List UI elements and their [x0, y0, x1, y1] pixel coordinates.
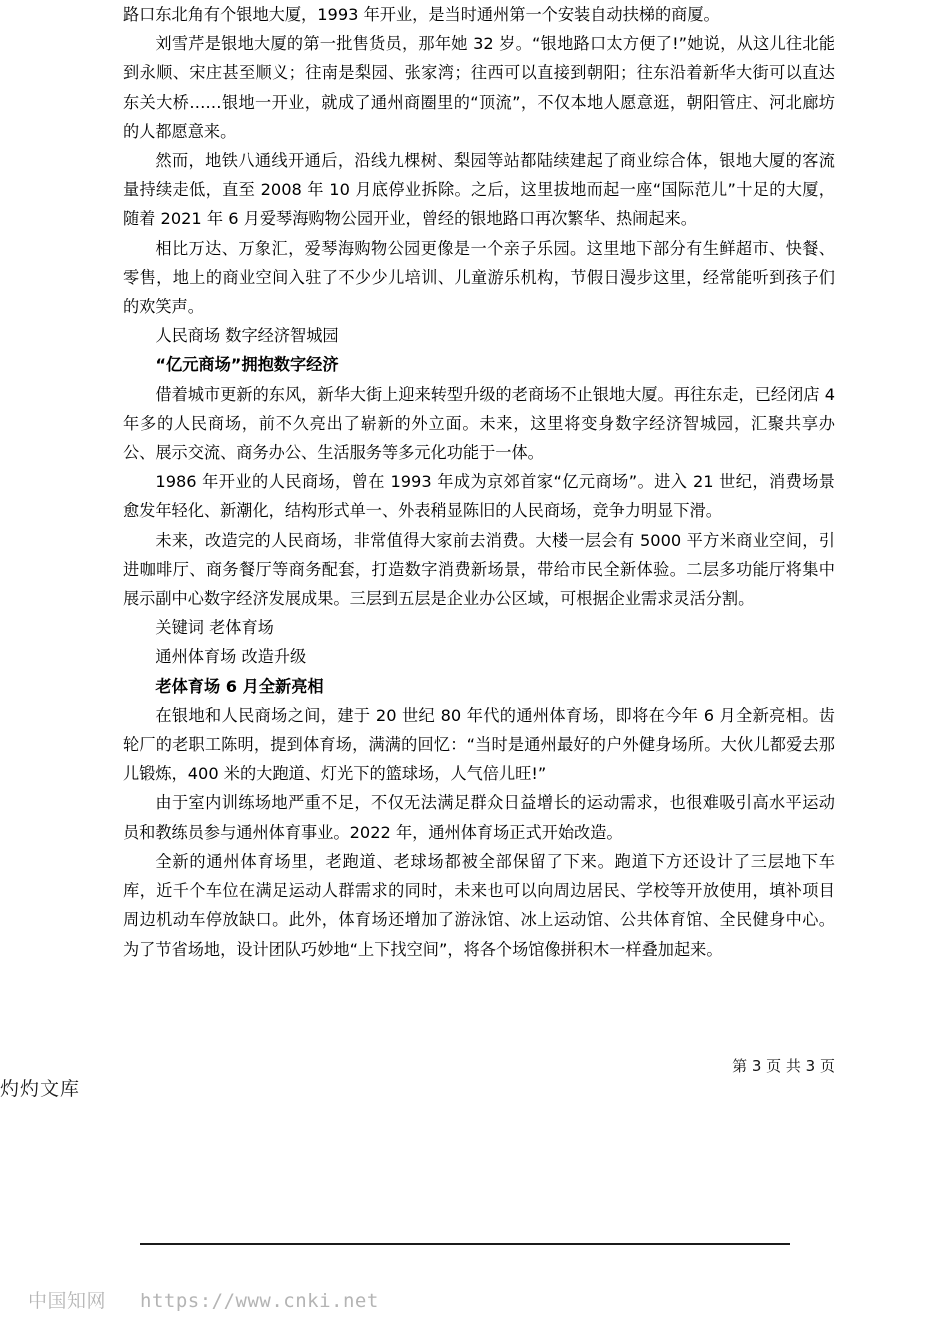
section-subheading: “亿元商场”拥抱数字经济: [155, 355, 339, 375]
keyword-heading: 关键词 老体育场: [155, 618, 274, 638]
page-number: 第 3 页 共 3 页: [732, 1057, 835, 1075]
cnki-url-label[interactable]: https://www.cnki.net: [140, 1290, 379, 1312]
paragraph: 未来，改造完的人民商场，非常值得大家前去消费。大楼一层会有 5000 平方米商业空间，引进咖啡厅、商务餐厅等商务配套，打造数字消费新场景，带给市民全新体验。二层多功能厅将集中展示副中心数字经济发展成果。三层到五层是企业办公区域，可根据企业需求灵活分割。: [123, 530, 835, 609]
paragraph: 1986 年开业的人民商场，曾在 1993 年成为京郊首家“亿元商场”。进入 21 世纪，消费场景愈发年轻化、新潮化，结构形式单一、外表稍显陈旧的人民商场，竞争力明显下滑。: [123, 472, 835, 521]
document-text-column: [123, 0, 835, 964]
paragraph: 全新的通州体育场里，老跑道、老球场都被全部保留了下来。跑道下方还设计了三层地下车库，近千个车位在满足运动人群需求的同时，未来也可以向周边居民、学校等开放使用，填补项目周边机动车停放缺口。此外，体育场还增加了游泳馆、冰上运动馆、公共体育馆、全民健身中心。为了节省场地，设计团队巧妙地“上下找空间”，将各个场馆像拼积木一样叠加起来。: [123, 851, 835, 959]
paragraph: 刘雪芹是银地大厦的第一批售货员，那年她 32 岁。“银地路口太方便了!”她说，从这儿往北能到永顺、宋庄甚至顺义；往南是梨园、张家湾；往西可以直接到朝阳；往东沿着新华大街可以直达东关大桥……银地一开业，就成了通州商圈里的“顶流”，不仅本地人愿意逛，朝阳管庄、河北廊坊的人都愿意来。: [123, 34, 835, 141]
paragraph: 在银地和人民商场之间，建于 20 世纪 80 年代的通州体育场，即将在今年 6 月全新亮相。齿轮厂的老职工陈明，提到体育场，满满的回忆：“当时是通州最好的户外健身场所。大伙儿都爱去那儿锻炼，400 米的大跑道、灯光下的篮球场，人气倍儿旺!”: [123, 705, 835, 784]
paragraph: 由于室内训练场地严重不足，不仅无法满足群众日益增长的运动需求，也很难吸引高水平运动员和教练员参与通州体育事业。2022 年，通州体育场正式开始改造。: [123, 793, 835, 842]
paragraph: 相比万达、万象汇，爱琴海购物公园更像是一个亲子乐园。这里地下部分有生鲜超市、快餐、零售，地上的商业空间入驻了不少少儿培训、儿童游乐机构，节假日漫步这里，经常能听到孩子们的欢笑声。: [123, 238, 835, 317]
section-heading: 通州体育场 改造升级: [155, 647, 307, 667]
library-watermark: 灼灼文库: [0, 1078, 81, 1100]
footer-divider: [140, 1243, 790, 1245]
section-heading: 人民商场 数字经济智城园: [155, 326, 339, 346]
paragraph: 路口东北角有个银地大厦，1993 年开业，是当时通州第一个安装自动扶梯的商厦。: [123, 5, 720, 24]
cnki-brand-label: 中国知网: [28, 1290, 107, 1312]
cnki-footer: [28, 1288, 379, 1314]
paragraph: 借着城市更新的东风，新华大街上迎来转型升级的老商场不止银地大厦。再往东走，已经闭店 4 年多的人民商场，前不久亮出了崭新的外立面。未来，这里将变身数字经济智城园，汇聚共享办公、展示交流、商务办公、生活服务等多元化功能于一体。: [123, 384, 835, 463]
section-subheading: 老体育场 6 月全新亮相: [155, 676, 324, 696]
paragraph: 然而，地铁八通线开通后，沿线九棵树、梨园等站都陆续建起了商业综合体，银地大厦的客流量持续走低，直至 2008 年 10 月底停业拆除。之后，这里拔地而起一座“国际范儿”十足的大厦，随着 2021 年 6 月爱琴海购物公园开业，曾经的银地路口再次繁华、热闹起来。: [123, 151, 835, 229]
